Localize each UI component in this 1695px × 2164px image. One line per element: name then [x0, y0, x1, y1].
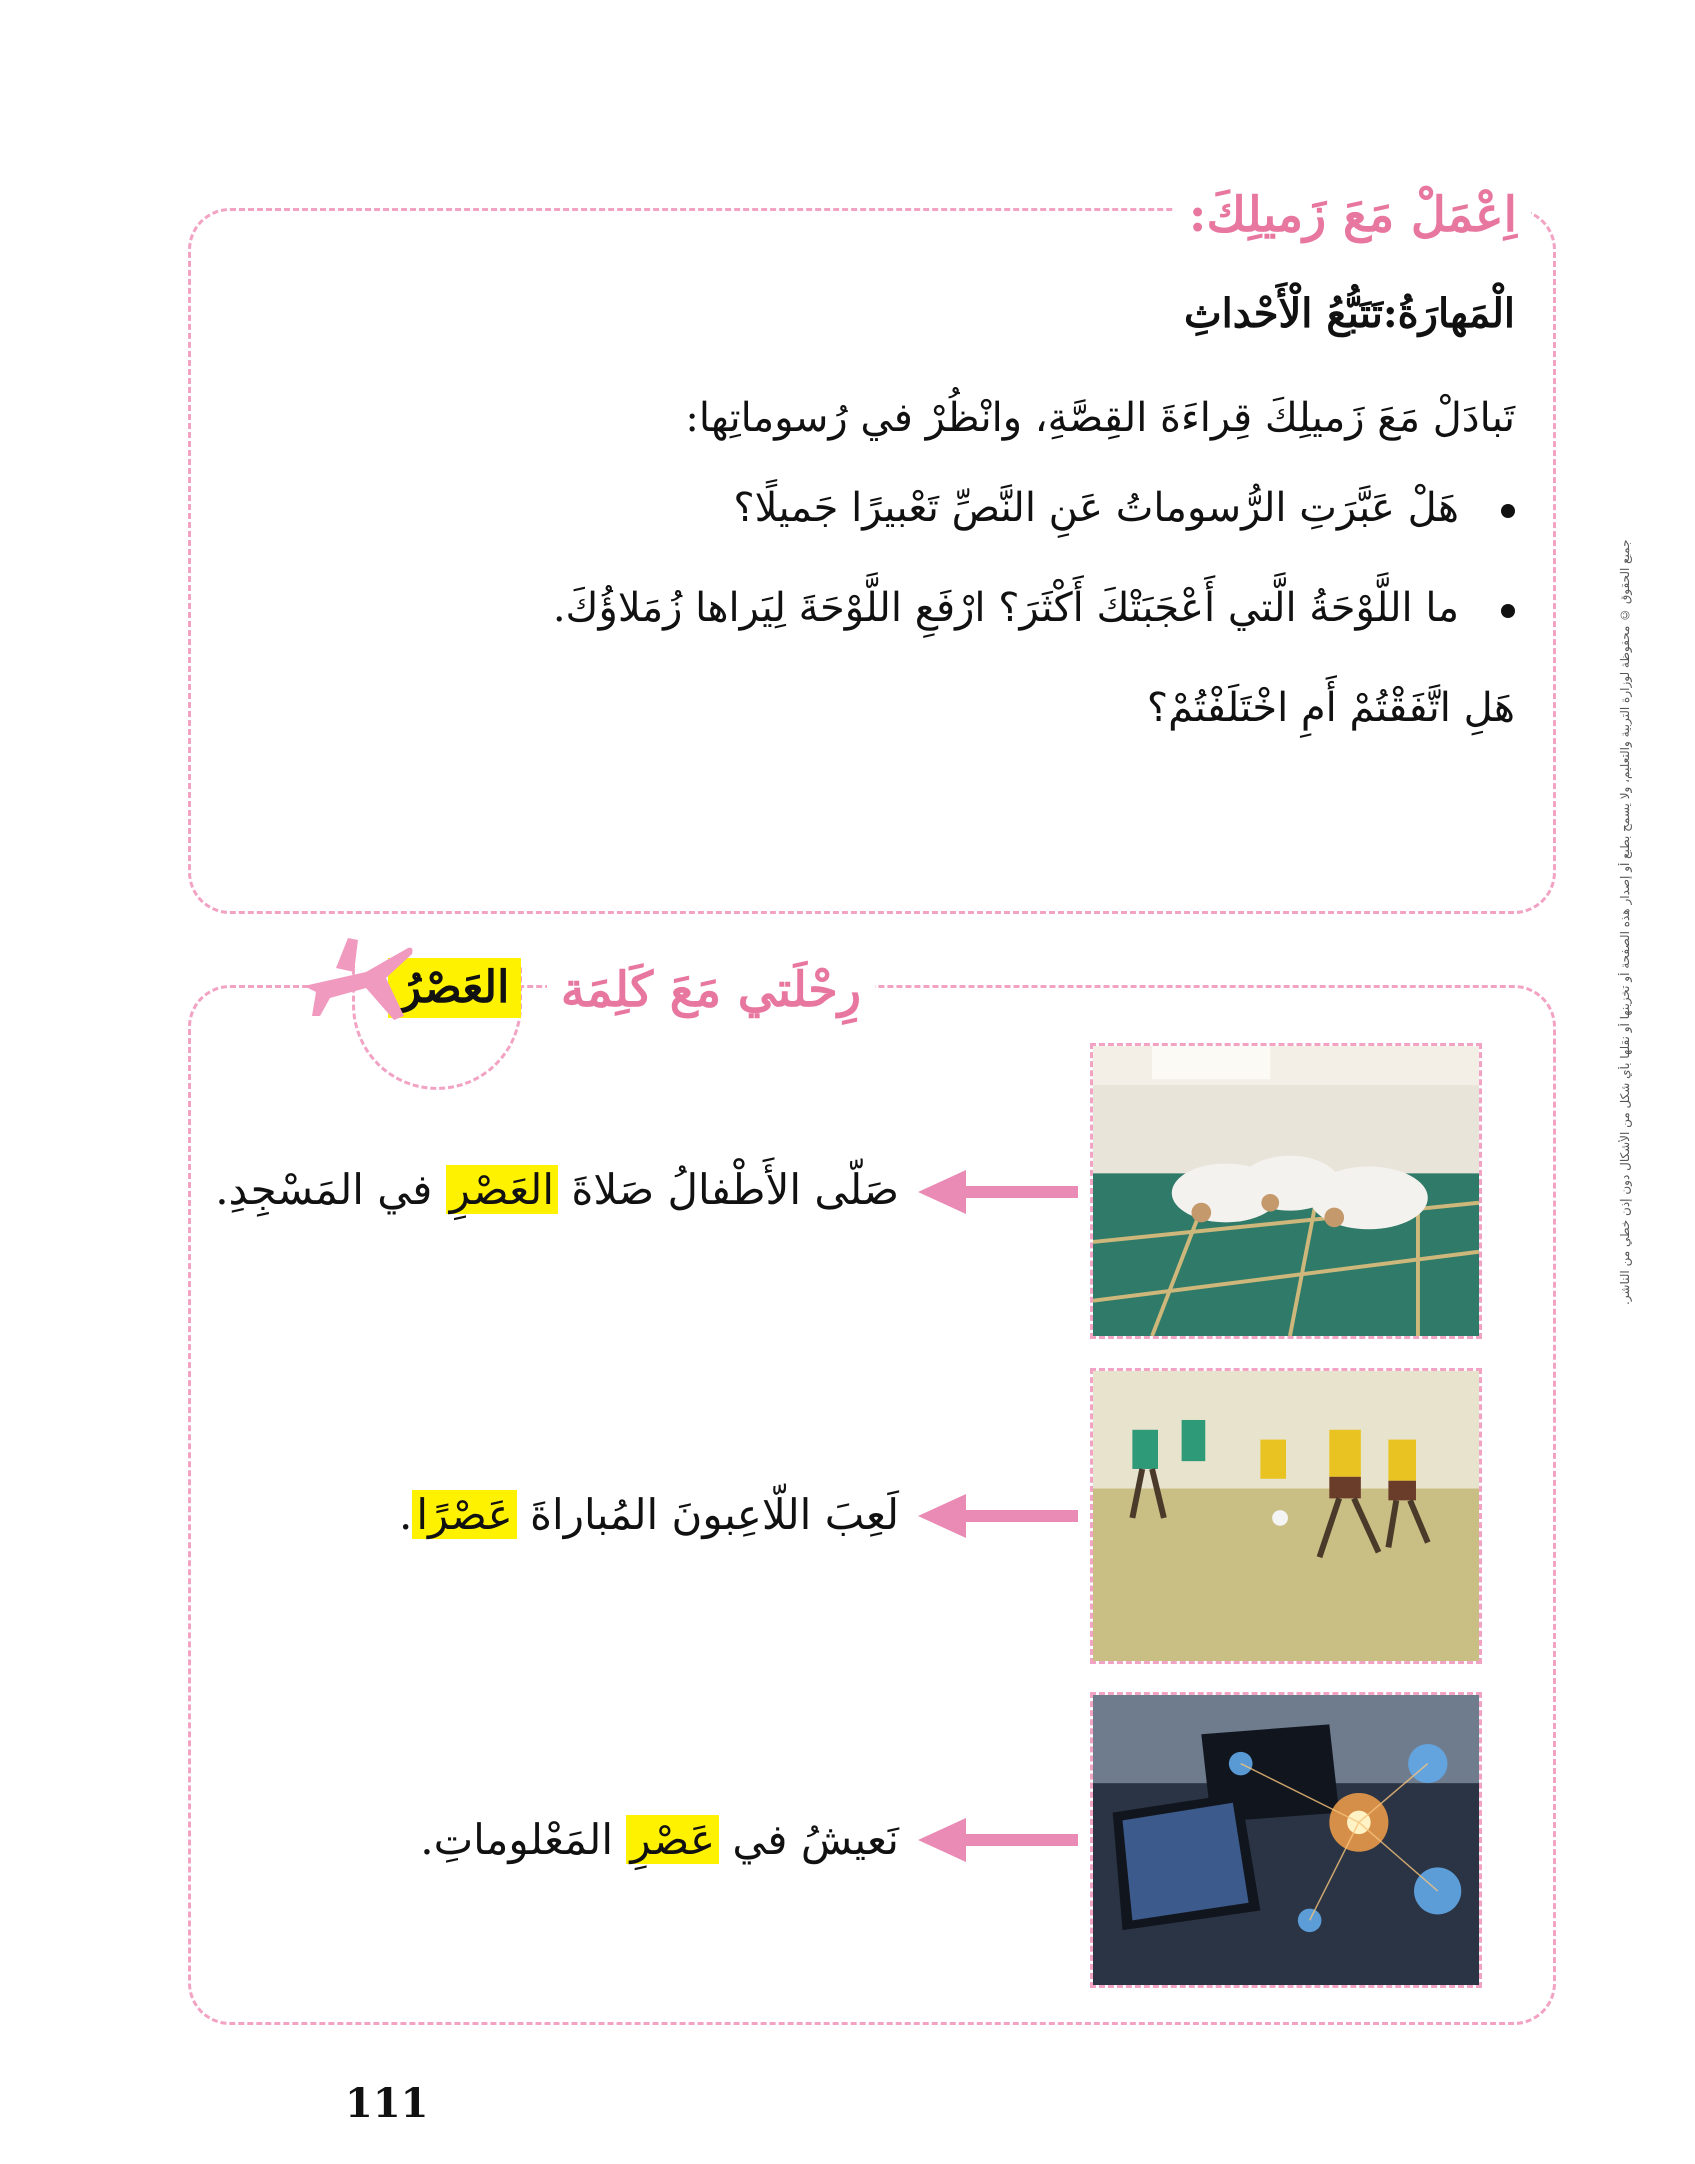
highlighted-word: عَصْرِ	[626, 1815, 719, 1864]
information-age-photo	[1090, 1692, 1482, 1988]
sentence-text: .	[398, 1490, 413, 1539]
bullet-item	[733, 485, 1515, 531]
instruction-text: تَبادَلْ مَعَ زَميلِكَ قِراءَةَ القِصَّةِ، وانْظُرْ في رُسوماتِها:	[685, 395, 1515, 441]
word-journey-title: رِحْلَتي مَعَ كَلِمَة	[547, 960, 875, 1020]
sentence-text: المَعْلوماتِ.	[420, 1815, 627, 1864]
example-sentence	[420, 1815, 899, 1864]
sentence-text: نَعيشُ في	[719, 1815, 899, 1864]
bullet-text: ما اللَّوْحَةُ الَّتي أَعْجَبَتْكَ أَكْثَرَ؟ ارْفَعِ اللَّوْحَةَ لِيَراها زُمَلاؤُكَ.	[552, 585, 1459, 631]
sentence-text: لَعِبَ اللّاعِبونَ المُباراةَ	[516, 1490, 899, 1539]
question-text: هَلِ اتَّفَقْتُمْ أَمِ اخْتَلَفْتُمْ؟	[1146, 685, 1515, 731]
bullet-icon	[1501, 504, 1515, 518]
bullet-text: هَلْ عَبَّرَتِ الرُّسوماتُ عَنِ النَّصِّ تَعْبيرًا جَميلًا؟	[733, 485, 1459, 531]
sentence-text: في المَسْجِدِ.	[215, 1165, 446, 1214]
arrow-left-icon	[918, 1494, 1078, 1538]
mosque-prayer-photo	[1090, 1043, 1482, 1339]
arrow-left-icon	[918, 1818, 1078, 1862]
highlighted-word: العَصْرِ	[446, 1165, 558, 1214]
football-match-photo	[1090, 1368, 1482, 1664]
work-with-colleague-title: اِعْمَلْ مَعَ زَميلِكَ:	[1175, 185, 1531, 245]
word-badge: العَصْرُ	[388, 958, 521, 1018]
bullet-icon	[1501, 604, 1515, 618]
highlighted-word: عَصْرًا	[412, 1490, 516, 1539]
copyright-note: جميع الحقوق © محفوظة لوزارة التربية والتعليم، ولا يسمح بطبع أو إصدار هذه الصفحة أو تخزينها أو نقلها بأي شكل من الأشكال دون إذن خطي من الناشر.	[1618, 540, 1632, 1306]
skill-heading: الْمَهارَةُ:تَتَبُّعُ الْأَحْداثِ	[1184, 290, 1515, 337]
airplane-icon	[296, 928, 416, 1028]
arrow-left-icon	[918, 1170, 1078, 1214]
example-sentence	[215, 1165, 899, 1214]
example-sentence	[399, 1490, 899, 1539]
bullet-item	[553, 585, 1515, 631]
page-number: 111	[345, 2080, 429, 2127]
sentence-text: صَلّى الأَطْفالُ صَلاةَ	[558, 1165, 899, 1214]
